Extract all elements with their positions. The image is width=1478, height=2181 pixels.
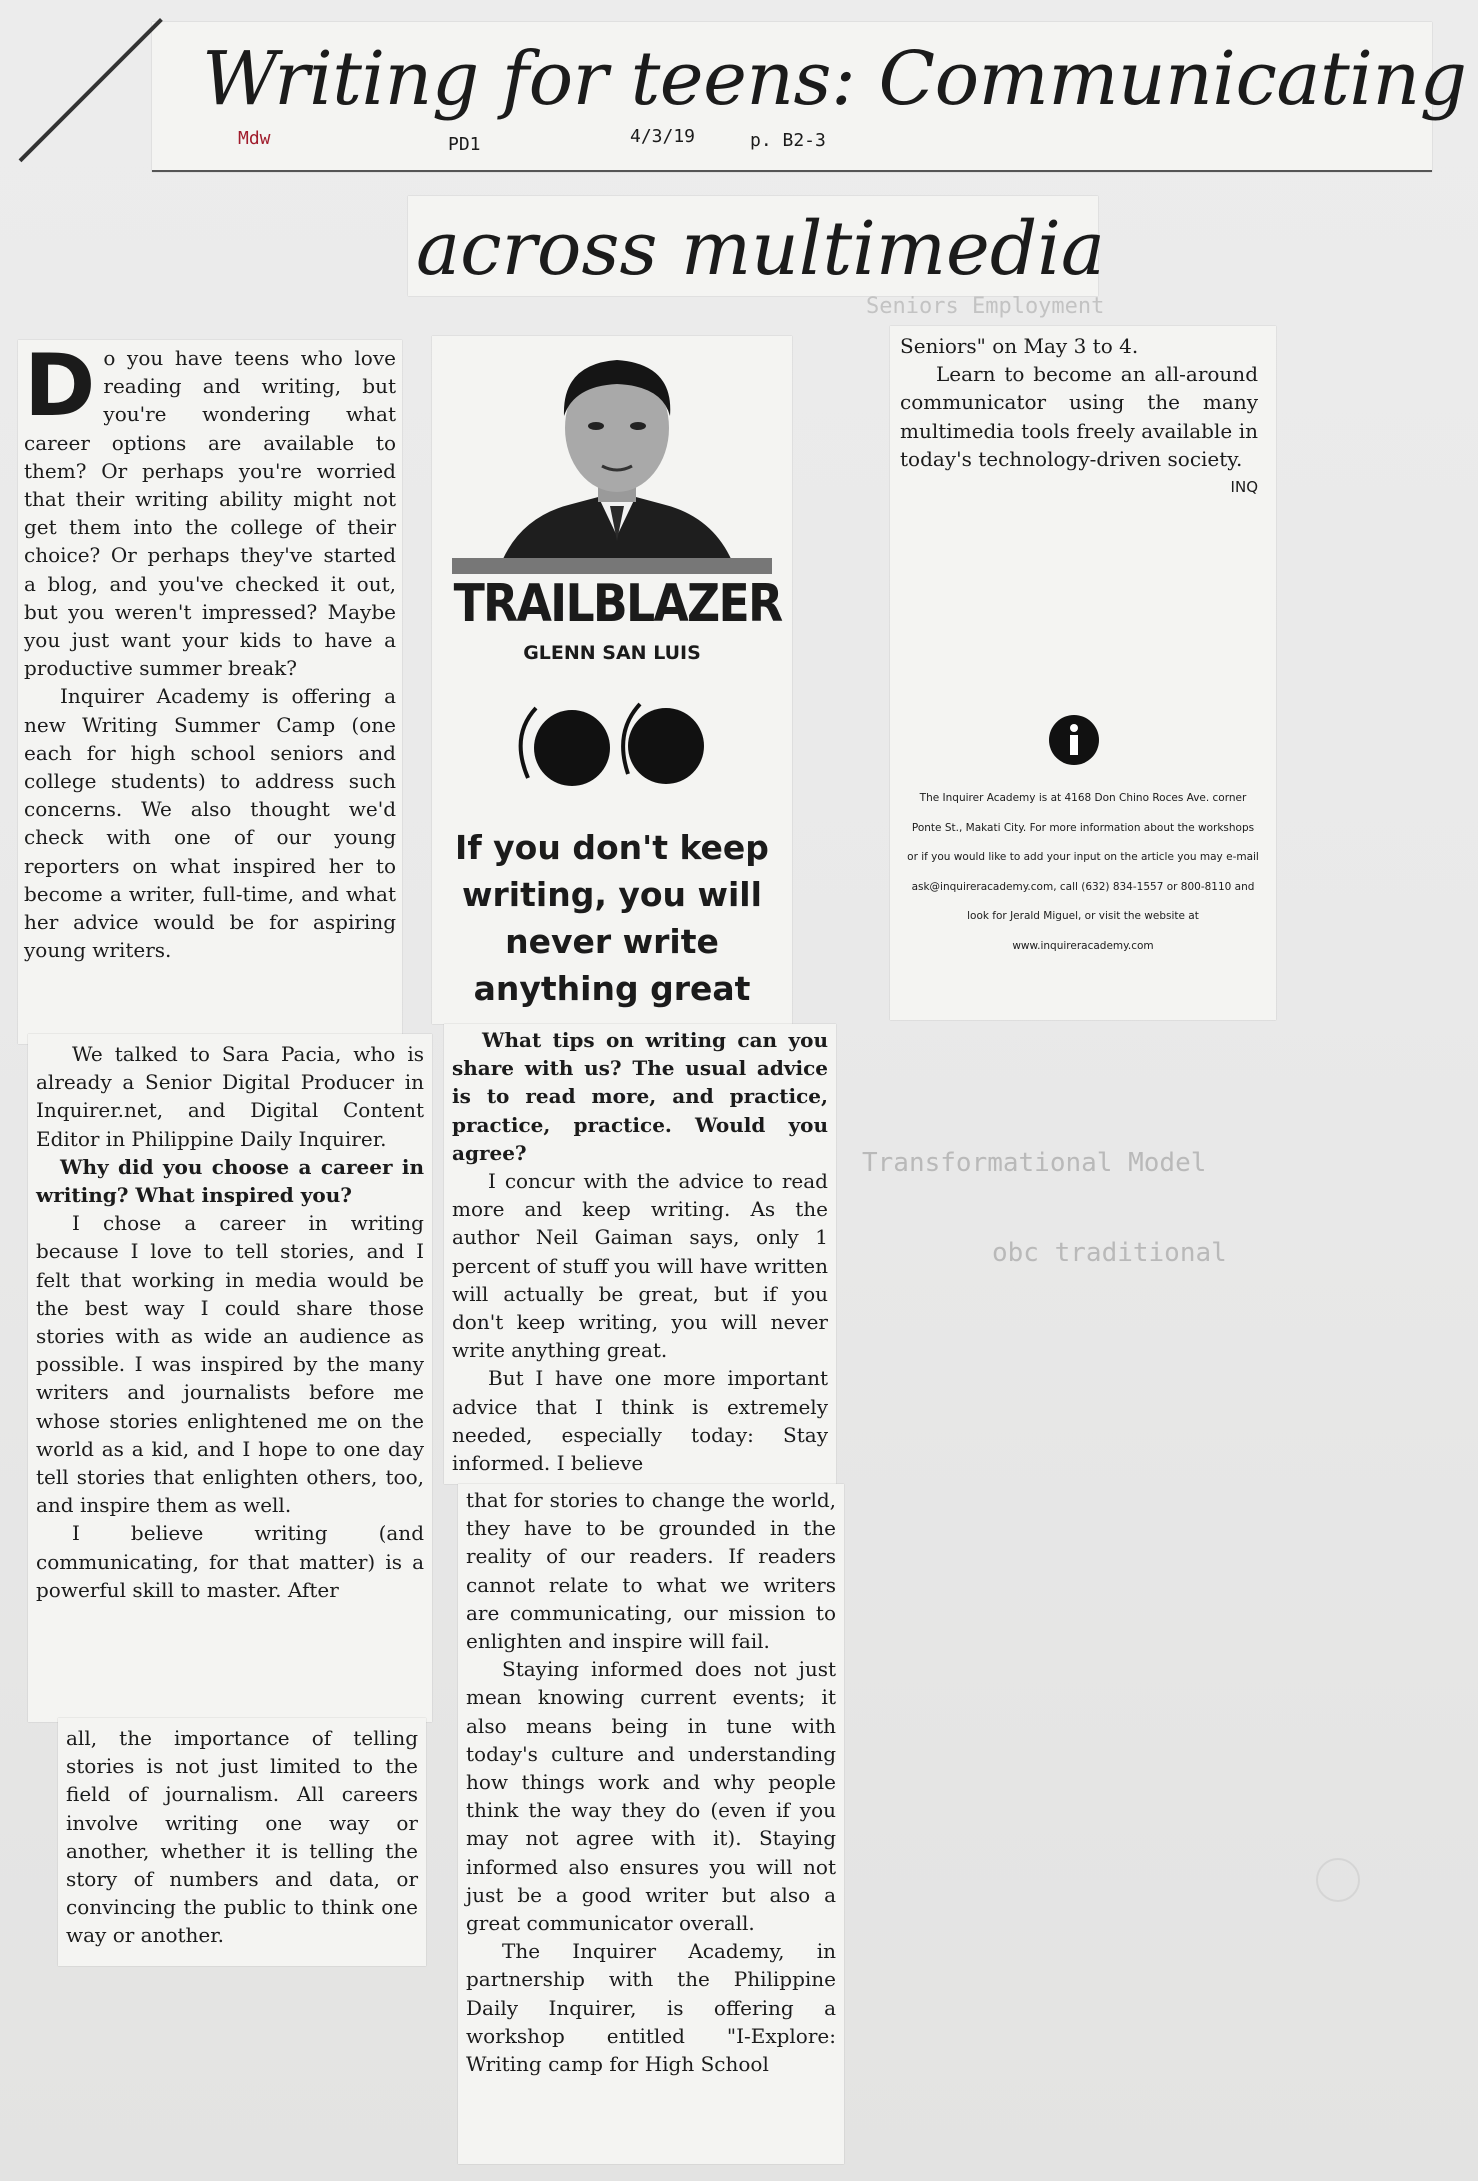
trailblazer-box bbox=[432, 336, 792, 1024]
article-column-a2 bbox=[28, 1034, 432, 1722]
faint-margin-note-1: Transformational Model bbox=[862, 1148, 1207, 1178]
article-column-a bbox=[18, 336, 402, 1044]
handwritten-date: 4/3/19 bbox=[630, 126, 696, 147]
paragraph-stay-informed: But I have one more important advice that I think is extremely needed, especially today: Stay informed. I believe bbox=[452, 1366, 828, 1476]
paragraph-academy: Inquirer Academy is offering a new Writing Summer Camp (one each for high school seniors and college students) to address such concerns. We also thought we'd check with one of our young reporters on what inspired her to become a writer, full-time, and what her advice would be for aspiring young writers. bbox=[24, 684, 396, 963]
article-column-b2 bbox=[458, 1484, 844, 2164]
info-icon bbox=[1048, 714, 1100, 766]
paragraph-continued: all, the importance of telling stories is not just limited to the field of journalism. All careers involve writing one way or another, whether it is telling the story of numbers and data, or convincing the public to think one way or another. bbox=[66, 1726, 418, 1948]
paragraph-workshop: The Inquirer Academy, in partnership with the Philippine Daily Inquirer, is offering a workshop entitled "I-Explore: Writing camp for High School bbox=[466, 1939, 836, 2077]
title-band bbox=[452, 558, 772, 574]
paragraph-staying-informed: Staying informed does not just mean knowing current events; it also means being in tune with today's culture and understanding how things work and why people think the way they do (even if you may not agree with it). Staying informed also ensures you will not just be a good writer but also a great communicator overall. bbox=[466, 1657, 836, 1936]
handwritten-source: Mdw bbox=[238, 128, 271, 149]
info-box-text: The Inquirer Academy is at 4168 Don Chino Roces Ave. corner Ponte St., Makati City. For more information about the workshops or if you would like to add your input on the article you may e-mail ask@inquireracademy.com, call (632) 834-1557 or 800-8110 and look for Jerald Miguel, or visit the website at www.inquireracademy.com bbox=[907, 792, 1259, 952]
headline-line-2: across multimedia bbox=[416, 206, 1105, 292]
article-column-a3 bbox=[58, 1718, 426, 1966]
faint-circle-mark bbox=[1316, 1858, 1360, 1902]
handwritten-page: PD1 bbox=[448, 134, 481, 155]
faint-margin-note-2: obc traditional bbox=[992, 1238, 1227, 1268]
article-column-c bbox=[890, 326, 1276, 1020]
drop-cap: D bbox=[24, 336, 96, 436]
paragraph-answer-2: I believe writing (and communicating, for that matter) is a powerful skill to master. After bbox=[36, 1521, 424, 1602]
trailblazer-title: TRAILBLAZER bbox=[453, 574, 782, 634]
paragraph-seniors: Seniors" on May 3 to 4. bbox=[900, 334, 1139, 358]
trailblazer-name: GLENN SAN LUIS bbox=[523, 642, 701, 664]
headline-rule bbox=[152, 170, 1432, 172]
handwritten-pages: p. B2-3 bbox=[750, 130, 826, 151]
question-why-writing: Why did you choose a career in writing? What inspired you? bbox=[36, 1154, 424, 1208]
paragraph-gaiman: I concur with the advice to read more and keep writing. As the author Neil Gaiman says, only 1 percent of stuff you will have written will actually be great, but if you don't keep writing, you will never write anything great. bbox=[452, 1169, 828, 1363]
paragraph-intro: o you have teens who love reading and writing, but you're wondering what career options are available to them? Or perhaps you're worried that their writing ability might not get them into the college of their choice? Or perhaps they've started a blog, and you've checked it out, but you weren't impressed? Maybe you just want your kids to have a productive summer break? bbox=[24, 346, 396, 681]
question-tips: What tips on writing can you share with us? The usual advice is to read more, and practice, practice, practice. Would you agree? bbox=[452, 1028, 828, 1165]
faint-margin-note-top: Seniors Employment bbox=[866, 294, 1105, 319]
paragraph-answer-1: I chose a career in writing because I love to tell stories, and I felt that working in media would be the best way I could share those stories with as wide an audience as possible. I was inspired by the many writers and journalists before me whose stories enlightened me on the world as a kid, and I hope to one day tell stories that enlighten others, too, and inspire them as well. bbox=[36, 1211, 424, 1518]
paragraph-sara-pacia: We talked to Sara Pacia, who is already a Senior Digital Producer in Inquirer.net, and Digital Content Editor in Philippine Daily Inquirer. bbox=[36, 1042, 424, 1151]
paragraph-learn: Learn to become an all-around communicator using the many multimedia tools freely available in today's technology-driven society. bbox=[900, 362, 1258, 471]
pull-quote: If you don't keep writing, you will never write anything great bbox=[455, 828, 769, 1008]
headline-strip-2 bbox=[408, 196, 1105, 296]
paragraph-grounded: that for stories to change the world, they have to be grounded in the reality of our readers. If readers cannot relate to what we writers are communicating, our mission to enlighten and inspire will fail. bbox=[466, 1488, 836, 1654]
author-photo bbox=[502, 346, 732, 561]
article-column-b bbox=[444, 1024, 836, 1484]
inq-signoff: INQ bbox=[1230, 478, 1258, 497]
headline-line-1: Writing for teens: Communicating bbox=[202, 36, 1467, 122]
pen-slash-mark bbox=[19, 18, 163, 162]
quote-marks-icon bbox=[506, 686, 716, 796]
